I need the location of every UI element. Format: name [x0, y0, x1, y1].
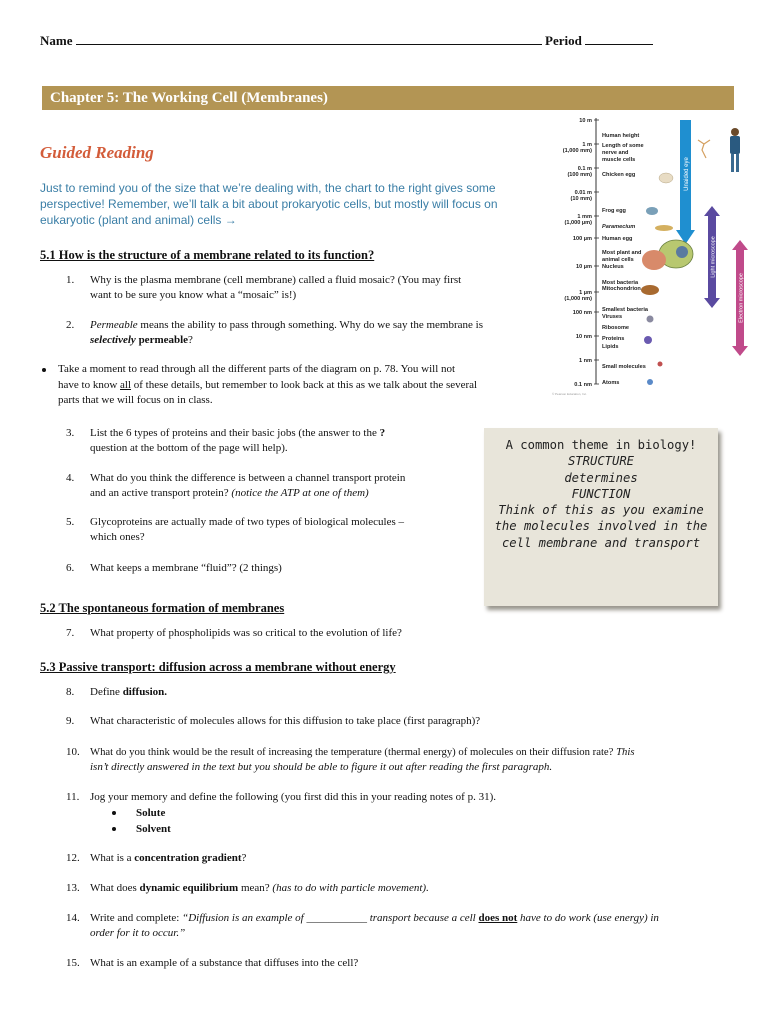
- protein-icon: [644, 336, 652, 344]
- all-underlined: all: [120, 378, 132, 391]
- scale-item-label: Chicken egg: [602, 172, 636, 178]
- scale-item-label: animal cells: [602, 257, 634, 263]
- period-label: Period: [545, 33, 582, 48]
- question-6: [66, 561, 466, 577]
- scale-item-label: Ribosome: [602, 325, 630, 331]
- note-line: the molecules involved in the: [494, 519, 708, 534]
- size-scale-chart: [546, 112, 754, 398]
- scale-tick-label: 1 mm: [577, 214, 592, 220]
- scale-item-label: Nucleus: [602, 264, 624, 270]
- scale-item-label: Most bacteria: [602, 280, 639, 286]
- question-12: [66, 851, 546, 867]
- question-number: 8.: [66, 686, 75, 698]
- unaided-eye-label: Unaided eye: [684, 157, 690, 191]
- scale-item-label: Paramecium: [602, 224, 636, 230]
- name-label: Name: [40, 33, 73, 48]
- bullet-text: parts that we will focus on in class.: [58, 394, 213, 406]
- scale-tick-label: 10 nm: [575, 334, 592, 340]
- question-hint: (notice the ATP at one of them): [231, 487, 369, 499]
- scale-item-label: Length of some: [602, 143, 644, 149]
- question-4: [66, 471, 466, 503]
- quote-text: “Diffusion is an example of: [182, 912, 307, 924]
- scale-item-label: Proteins: [602, 336, 625, 342]
- question-text: What do you think would be the result of increasing the temperature (thermal energy) of molecules on their diffusion rate?: [90, 746, 617, 758]
- question-number: 14.: [66, 912, 80, 924]
- question-number: 2.: [66, 319, 75, 331]
- bullet-dot-icon: [112, 827, 116, 831]
- diffusion-term: diffusion.: [122, 686, 168, 698]
- scale-item-label: Lipids: [602, 344, 619, 350]
- question-text: What is a: [90, 852, 135, 864]
- question-number: 9.: [66, 715, 75, 727]
- question-text: Jog your memory and define the following (you first did this in your reading notes of p. 31).: [90, 791, 497, 803]
- question-14: [66, 911, 734, 943]
- scale-tick-label: (1,000 nm): [564, 296, 592, 302]
- question-text: want to be sure you know what a “mosaic” is!): [90, 289, 297, 301]
- period-blank[interactable]: [585, 34, 653, 45]
- guided-reading-title: Guided Reading: [40, 143, 154, 162]
- dynamic-equilibrium-term: dynamic equilibrium: [139, 882, 239, 894]
- question-text: ?: [188, 334, 193, 346]
- scale-item-label: nerve and: [602, 150, 629, 156]
- section-5-2-heading: 5.2 The spontaneous formation of membranes: [40, 601, 285, 615]
- term-solvent: [136, 822, 171, 837]
- bullet-dot-icon: [112, 811, 116, 815]
- question-number: 11.: [66, 791, 80, 803]
- note-line: determines: [564, 470, 638, 485]
- scale-item-label: muscle cells: [602, 157, 636, 163]
- question-7: [66, 626, 546, 642]
- small-molecule-icon: [658, 362, 663, 367]
- name-blank[interactable]: [76, 34, 542, 45]
- bullet-diagram-note: [58, 362, 548, 410]
- scale-tick-label: 10 µm: [576, 264, 592, 270]
- question-9: [66, 714, 726, 730]
- scale-tick-label: (1,000 µm): [564, 220, 592, 226]
- question-text: List the 6 types of proteins and their basic jobs (the answer to the: [90, 427, 380, 439]
- question-number: 7.: [66, 627, 75, 639]
- question-number: 13.: [66, 882, 80, 894]
- question-number: 15.: [66, 957, 80, 969]
- bullet-text: of these details, but remember to look back at this as we talk about the several: [131, 378, 478, 391]
- chicken-egg-icon: [659, 173, 673, 183]
- bacteria-icon: [641, 285, 659, 295]
- scale-tick-label: (100 mm): [567, 172, 592, 178]
- question-text: What characteristic of molecules allows for this diffusion to take place (first paragraph)?: [90, 715, 481, 727]
- question-1: [66, 273, 546, 305]
- question-text: What do you think the difference is between a channel transport protein: [90, 472, 406, 484]
- scale-tick-label: 1 µm: [579, 290, 592, 296]
- bullet-text: have to know: [58, 378, 121, 391]
- structure-function-note: [484, 428, 718, 606]
- does-not-emphasis: does not: [478, 912, 518, 924]
- quote-text: order for it to occur.”: [90, 927, 186, 939]
- question-number: 5.: [66, 516, 75, 528]
- fill-in-blank[interactable]: ___________: [306, 912, 367, 924]
- frog-egg-icon: [646, 207, 658, 215]
- question-8: [66, 685, 546, 701]
- permeable-bold: permeable: [135, 334, 189, 346]
- question-text: What is an example of a substance that diffuses into the cell?: [90, 957, 359, 969]
- question-3: [66, 426, 466, 458]
- section-5-3-heading: 5.3 Passive transport: diffusion across a membrane without energy: [40, 660, 396, 674]
- animal-cell-icon: [642, 250, 666, 270]
- term-text: Solute: [136, 807, 166, 819]
- scale-tick-label: (10 mm): [570, 196, 592, 202]
- atom-icon: [647, 379, 653, 385]
- light-microscope-label: Light microscope: [710, 236, 717, 278]
- permeable-term: Permeable: [90, 319, 138, 331]
- question-15: [66, 956, 546, 972]
- question-text: and an active transport protein?: [90, 487, 232, 499]
- question-mark-bold: ?: [379, 427, 386, 439]
- scale-item-label: Small molecules: [602, 364, 646, 370]
- question-text: which ones?: [90, 531, 145, 543]
- question-text: What property of phospholipids was so critical to the evolution of life?: [90, 627, 402, 639]
- paramecium-icon: [655, 225, 673, 231]
- question-hint: isn’t directly answered in the text but you should be able to figure it out after reading the first paragraph.: [90, 761, 553, 773]
- scale-item-label: Mitochondrion: [602, 286, 641, 292]
- question-text: ?: [241, 852, 247, 864]
- scale-item-label: Human height: [602, 133, 640, 139]
- question-number: 12.: [66, 852, 80, 864]
- scale-tick-label: 10 m: [579, 118, 592, 124]
- scale-item-label: Atoms: [602, 380, 620, 386]
- question-number: 6.: [66, 562, 75, 574]
- question-number: 1.: [66, 274, 75, 286]
- note-line: STRUCTURE: [567, 454, 635, 469]
- question-number: 4.: [66, 472, 75, 484]
- quote-text: transport because a cell: [366, 912, 479, 924]
- question-10: [66, 745, 734, 777]
- question-text: mean?: [238, 882, 273, 894]
- bullet-dot-icon: [42, 368, 46, 372]
- question-number: 3.: [66, 427, 75, 439]
- question-text: Glycoproteins are actually made of two types of biological molecules –: [90, 516, 405, 528]
- question-text: question at the bottom of the page will help).: [90, 442, 288, 454]
- question-text: Define: [90, 686, 123, 698]
- scale-tick-label: (1,000 mm): [562, 148, 592, 154]
- question-text: What does: [90, 882, 140, 894]
- question-2: [66, 318, 546, 350]
- chapter-banner: Chapter 5: The Working Cell (Membranes): [42, 86, 734, 110]
- scale-item-label: Most plant and: [602, 250, 642, 256]
- scale-tick-label: 0.1 nm: [574, 382, 592, 388]
- question-number: 10.: [66, 746, 80, 758]
- scale-tick-label: 1 nm: [578, 358, 592, 364]
- term-text: Solvent: [136, 823, 171, 835]
- scale-item-label: Smallest bacteria: [602, 307, 649, 313]
- question-text: What keeps a membrane “fluid”? (2 things): [90, 562, 282, 574]
- quote-text: have to do work (use energy) in: [517, 912, 659, 924]
- note-line: Think of this as you examine: [498, 503, 704, 518]
- question-text: Why is the plasma membrane (cell membrane) called a fluid mosaic? (You may first: [90, 274, 462, 286]
- question-hint: This: [616, 746, 635, 758]
- question-text: means the ability to pass through something. Why do we say the membrane is: [137, 319, 483, 331]
- note-line: FUNCTION: [571, 486, 631, 501]
- scale-tick-label: 100 nm: [572, 310, 592, 316]
- intro-paragraph: Just to remind you of the size that we’re dealing with, the chart to the right gives some perspective! Remember, we’ll talk a bit about prokaryotic cells, but mostly will focus on eukaryotic (plant and animal) cells →: [40, 181, 498, 227]
- question-text: Write and complete:: [90, 912, 183, 924]
- svg-text:© Pearson Education, Inc.: © Pearson Education, Inc.: [552, 392, 587, 396]
- term-solute: [136, 806, 165, 821]
- selectively-term: selectively: [90, 334, 136, 346]
- note-line: cell membrane and transport: [501, 535, 701, 550]
- name-period-line: [40, 33, 653, 49]
- scale-tick-label: 0.01 m: [574, 190, 592, 196]
- question-11: [66, 790, 666, 840]
- question-5: [66, 515, 466, 547]
- scale-tick-label: 100 µm: [572, 236, 592, 242]
- scale-item-label: Human egg: [602, 236, 633, 242]
- question-hint: (has to do with particle movement).: [272, 882, 429, 894]
- scale-tick-label: 1 m: [582, 142, 592, 148]
- virus-icon: [647, 316, 654, 323]
- note-line: A common theme in biology!: [505, 438, 697, 452]
- section-5-1-heading: 5.1 How is the structure of a membrane related to its function?: [40, 248, 375, 262]
- question-13: [66, 881, 666, 897]
- scale-item-label: Frog egg: [602, 208, 626, 214]
- bullet-text: Take a moment to read through all the different parts of the diagram on p. 78. You will not: [58, 363, 456, 375]
- scale-tick-label: 0.1 m: [577, 166, 592, 172]
- electron-microscope-label: Electron microscope: [738, 273, 745, 323]
- concentration-gradient-term: concentration gradient: [134, 852, 242, 864]
- scale-item-label: Viruses: [602, 314, 623, 320]
